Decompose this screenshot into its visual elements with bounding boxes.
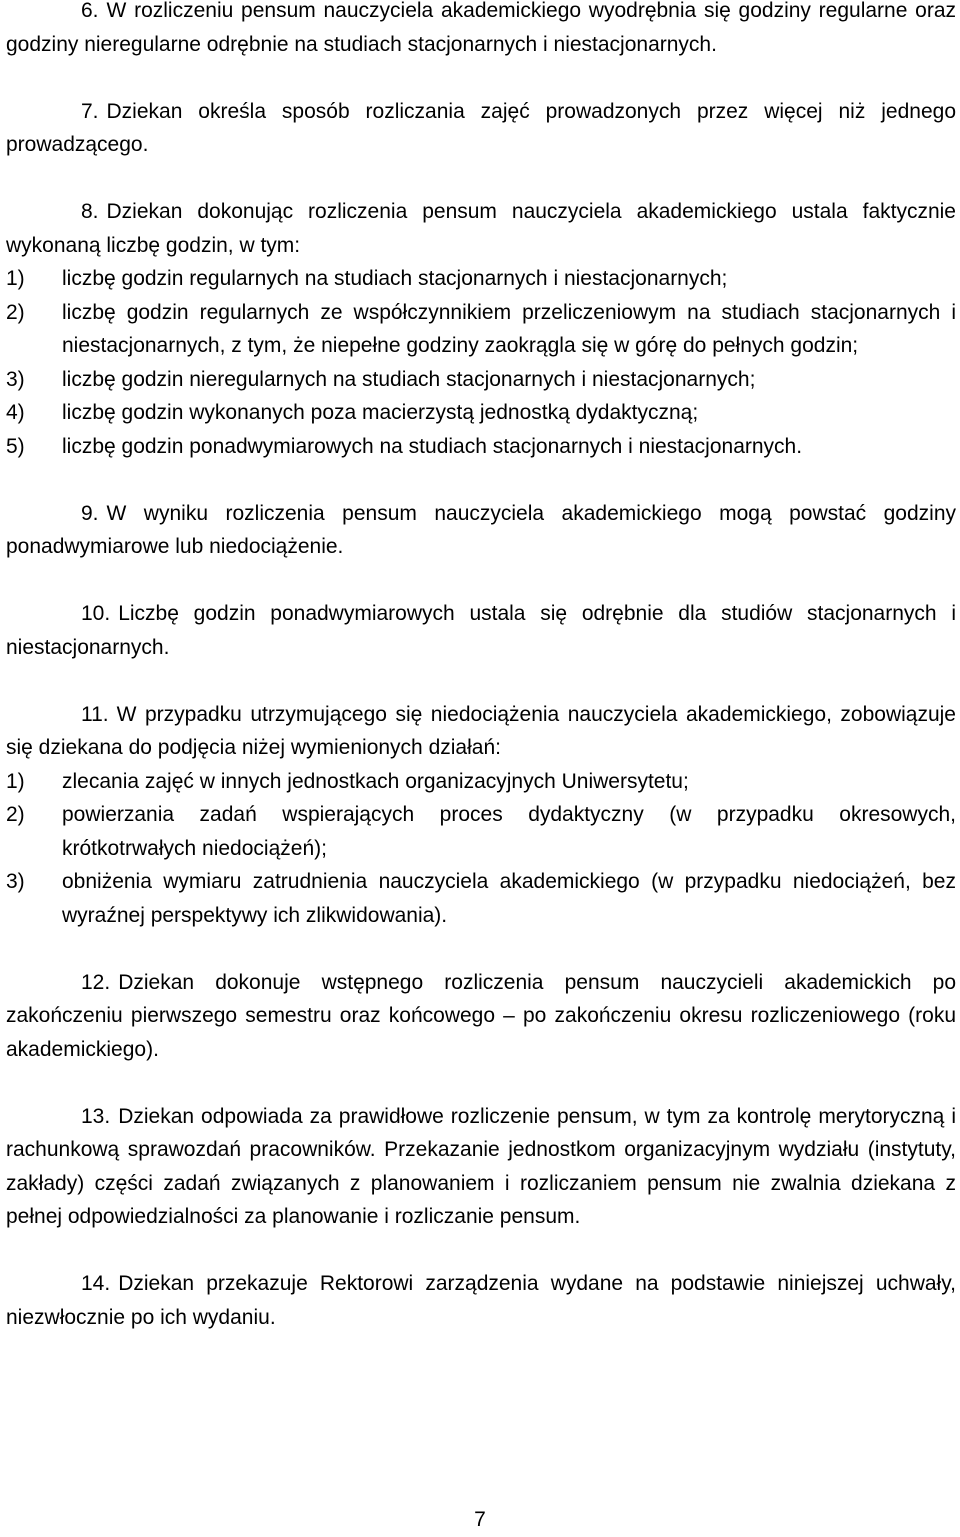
section-14 [6,1267,956,1334]
section-text: W wyniku rozliczenia pensum nauczyciela akademickiego mogą powstać godziny ponadwymiarowe lub niedociążenie. [6,501,956,558]
list-item-text: zlecania zajęć w innych jednostkach organizacyjnych Uniwersytetu; [62,769,689,793]
section-text: Liczbę godzin ponadwymiarowych ustala się odrębnie dla studiów stacjonarnych i niestacjonarnych. [6,602,956,659]
section-number: 9. [81,501,99,525]
section-text: Dziekan dokonując rozliczenia pensum nauczyciela akademickiego ustala faktycznie wykonaną liczbę godzin, w tym: [6,200,956,257]
section-number: 7. [81,99,99,123]
section-number: 10. [81,602,111,625]
list-marker: 1) [6,769,25,793]
list-item-text: liczbę godzin ponadwymiarowych na studiach stacjonarnych i niestacjonarnych. [62,434,803,458]
list-marker: 4) [6,401,25,424]
document-page [6,0,956,1368]
list-item [6,296,956,363]
section-text: Dziekan przekazuje Rektorowi zarządzenia wydane na podstawie niniejszej uchwały, niezwłocznie po ich wydaniu. [6,1272,956,1329]
list-item [6,430,956,464]
section-text: Dziekan odpowiada za prawidłowe rozliczenie pensum, w tym za kontrolę merytoryczną i rachunkową sprawozdań pracowników. Przekazanie jednostkom organizacyjnym wydziału (instytuty, zakłady) części zadań związanych z planowaniem i rozliczaniem pensum nie zwalnia dziekana z pełnej odpowiedzialności za planowanie i rozliczanie pensum. [6,1104,956,1228]
section-8-list [6,262,956,463]
list-item-text: liczbę godzin regularnych ze współczynnikiem przeliczeniowym na studiach stacjonarnych i niestacjonarnych, z tym, że niepełne godziny zaokrągla się w górę do pełnych godzin; [62,300,956,357]
list-item-text: liczbę godzin regularnych na studiach stacjonarnych i niestacjonarnych; [62,267,728,290]
list-marker: 5) [6,434,25,458]
section-7 [6,95,956,162]
list-item [6,765,956,799]
list-marker: 2) [6,300,25,324]
list-marker: 1) [6,267,25,290]
section-number: 14. [81,1272,111,1295]
section-number: 6. [81,0,99,22]
list-item-text: powierzania zadań wspierających proces dydaktyczny (w przypadku okresowych, krótkotrwałych niedociążeń); [62,803,956,860]
list-item [6,262,956,296]
section-9 [6,497,956,564]
list-marker: 3) [6,870,25,893]
section-number: 12. [81,970,111,994]
section-11-list [6,765,956,933]
list-item [6,363,956,397]
list-item [6,865,956,932]
page-number: 7 [474,1508,486,1531]
section-text: Dziekan dokonuje wstępnego rozliczenia pensum nauczycieli akademickich po zakończeniu pierwszego semestru oraz końcowego – po zakończeniu okresu rozliczeniowego (roku akademickiego). [6,970,956,1061]
section-text: W rozliczeniu pensum nauczyciela akademickiego wyodrębnia się godziny regularne oraz godziny nieregularne odrębnie na studiach stacjonarnych i niestacjonarnych. [6,0,956,56]
list-item [6,396,956,430]
section-8 [6,195,956,463]
section-10 [6,597,956,664]
list-item-text: liczbę godzin wykonanych poza macierzystą jednostką dydaktyczną; [62,401,699,424]
section-6 [6,0,956,61]
section-number: 13. [81,1104,111,1128]
section-11 [6,698,956,933]
section-text: W przypadku utrzymującego się niedociążenia nauczyciela akademickiego, zobowiązuje się dziekana do podjęcia niżej wymienionych działań: [6,702,956,759]
section-number: 11. [81,702,109,726]
section-13 [6,1100,956,1234]
list-marker: 3) [6,367,25,391]
list-item [6,798,956,865]
section-12 [6,966,956,1067]
list-item-text: obniżenia wymiaru zatrudnienia nauczyciela akademickiego (w przypadku niedociążeń, bez wyraźnej perspektywy ich zlikwidowania). [62,870,956,927]
section-text: Dziekan określa sposób rozliczania zajęć prowadzonych przez więcej niż jednego prowadzącego. [6,99,956,156]
list-marker: 2) [6,803,25,826]
section-number: 8. [81,200,99,223]
list-item-text: liczbę godzin nieregularnych na studiach stacjonarnych i niestacjonarnych; [62,367,756,391]
